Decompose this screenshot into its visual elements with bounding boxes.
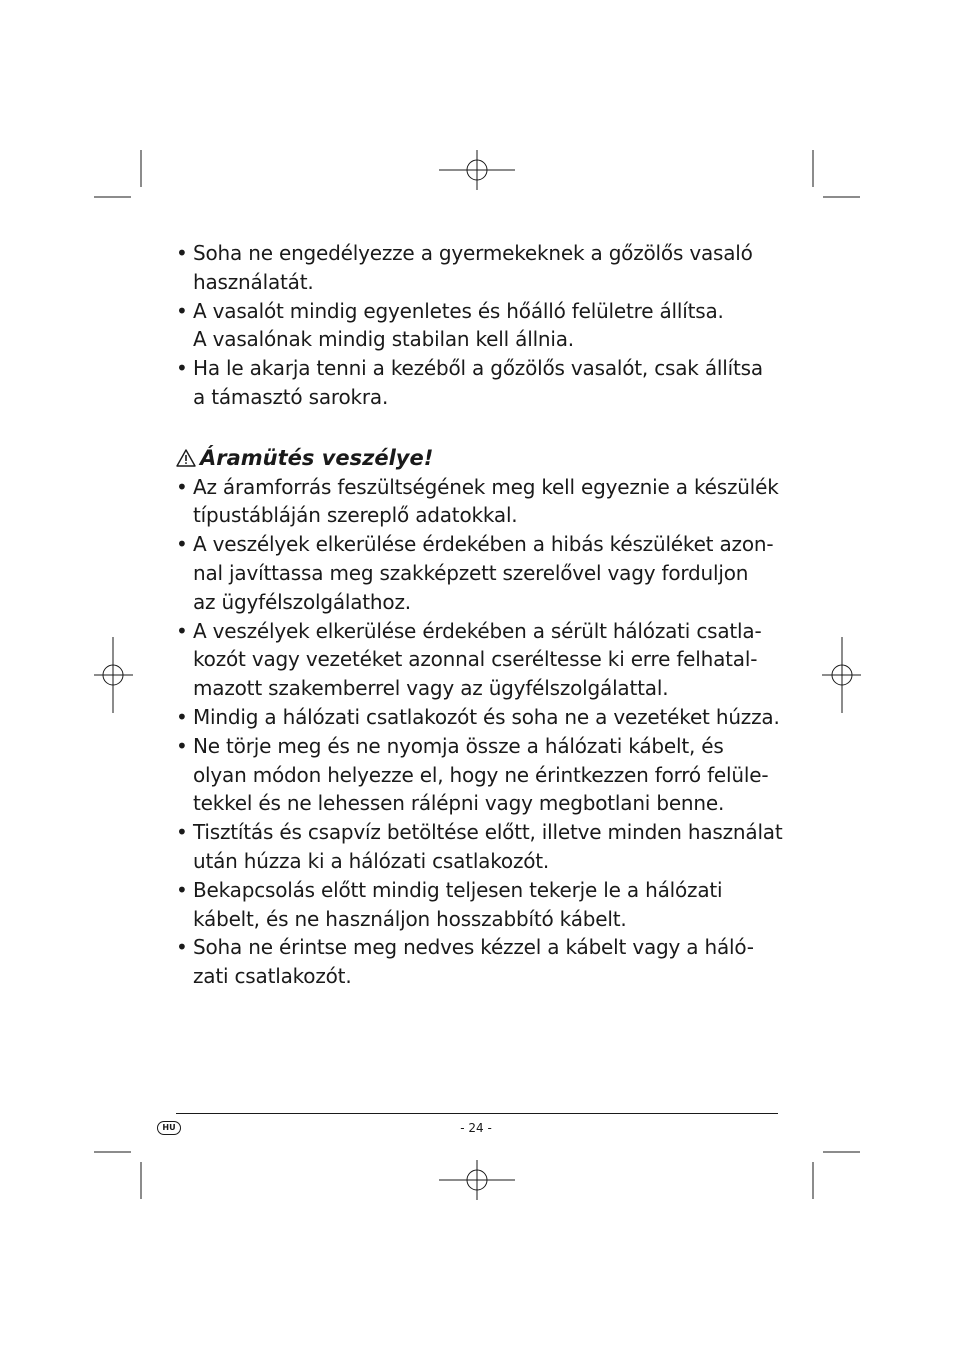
list-item-line: tekkel és ne lehessen rálépni vagy megbotlani benne.	[193, 791, 725, 816]
list-item	[176, 876, 786, 934]
list-item	[176, 239, 786, 297]
list-item-line: • Ne törje meg és ne nyomja össze a hálózati kábelt, és	[193, 733, 724, 758]
list-item-line: kozót vagy vezetéket azonnal cseréltesse ki erre felhatal-	[193, 647, 758, 672]
list-item-line: a támasztó sarokra.	[193, 384, 389, 409]
list-item-line: • Soha ne engedélyezze a gyermekeknek a gőzölős vasaló	[193, 241, 753, 265]
list-item	[176, 617, 786, 703]
list-item-line: kábelt, és ne használjon hosszabbító kábelt.	[193, 906, 627, 931]
list-item-line: • Ha le akarja tenni a kezéből a gőzölős vasalót, csak állítsa	[193, 356, 763, 381]
list-item-line: A vasalónak mindig stabilan kell állnia.	[193, 327, 574, 352]
list-item-line: után húzza ki a hálózati csatlakozót.	[193, 848, 550, 873]
list-item	[176, 732, 786, 818]
footer-divider	[176, 1113, 778, 1114]
list-item	[176, 473, 786, 531]
list-item	[176, 354, 786, 412]
page-number: - 24 -	[460, 1121, 492, 1135]
warning-triangle-icon	[176, 448, 196, 468]
warning-heading	[176, 444, 786, 473]
list-item-line: • A veszélyek elkerülése érdekében a sérült hálózati csatla-	[193, 618, 762, 643]
safety-list-electric	[176, 473, 786, 991]
list-item-line: • Soha ne érintse meg nedves kézzel a kábelt vagy a háló-	[193, 935, 754, 960]
list-item-line: • A veszélyek elkerülése érdekében a hibás készüléket azon-	[193, 532, 774, 557]
warning-title: Áramütés veszélye!	[200, 445, 434, 470]
list-item	[176, 530, 786, 616]
language-badge: HU	[157, 1121, 181, 1135]
list-item	[176, 933, 786, 991]
list-item-line: • Mindig a hálózati csatlakozót és soha ne a vezetéket húzza.	[193, 704, 780, 729]
list-item-line: használatát.	[193, 269, 314, 294]
list-item-line: nal javíttassa meg szakképzett szerelővel vagy forduljon	[193, 560, 749, 585]
list-item-line: • A vasalót mindig egyenletes és hőálló felületre állítsa.	[193, 298, 724, 323]
list-item-line: olyan módon helyezze el, hogy ne érintkezzen forró felüle-	[193, 762, 769, 787]
list-item	[176, 818, 786, 876]
list-item-line: • Az áramforrás feszültségének meg kell egyeznie a készülék	[193, 474, 779, 499]
page-content	[176, 239, 786, 991]
list-item-line: az ügyfélszolgálathoz.	[193, 589, 411, 614]
list-item-line: típustábláján szereplő adatokkal.	[193, 503, 518, 528]
list-item-line: zati csatlakozót.	[193, 964, 352, 989]
list-item-line: mazott szakemberrel vagy az ügyfélszolgálattal.	[193, 676, 669, 701]
list-item	[176, 703, 786, 732]
list-item-line: • Bekapcsolás előtt mindig teljesen tekerje le a hálózati	[193, 877, 723, 902]
list-item	[176, 297, 786, 355]
list-item-line: • Tisztítás és csapvíz betöltése előtt, illetve minden használat	[193, 820, 783, 845]
safety-list-general	[176, 239, 786, 412]
